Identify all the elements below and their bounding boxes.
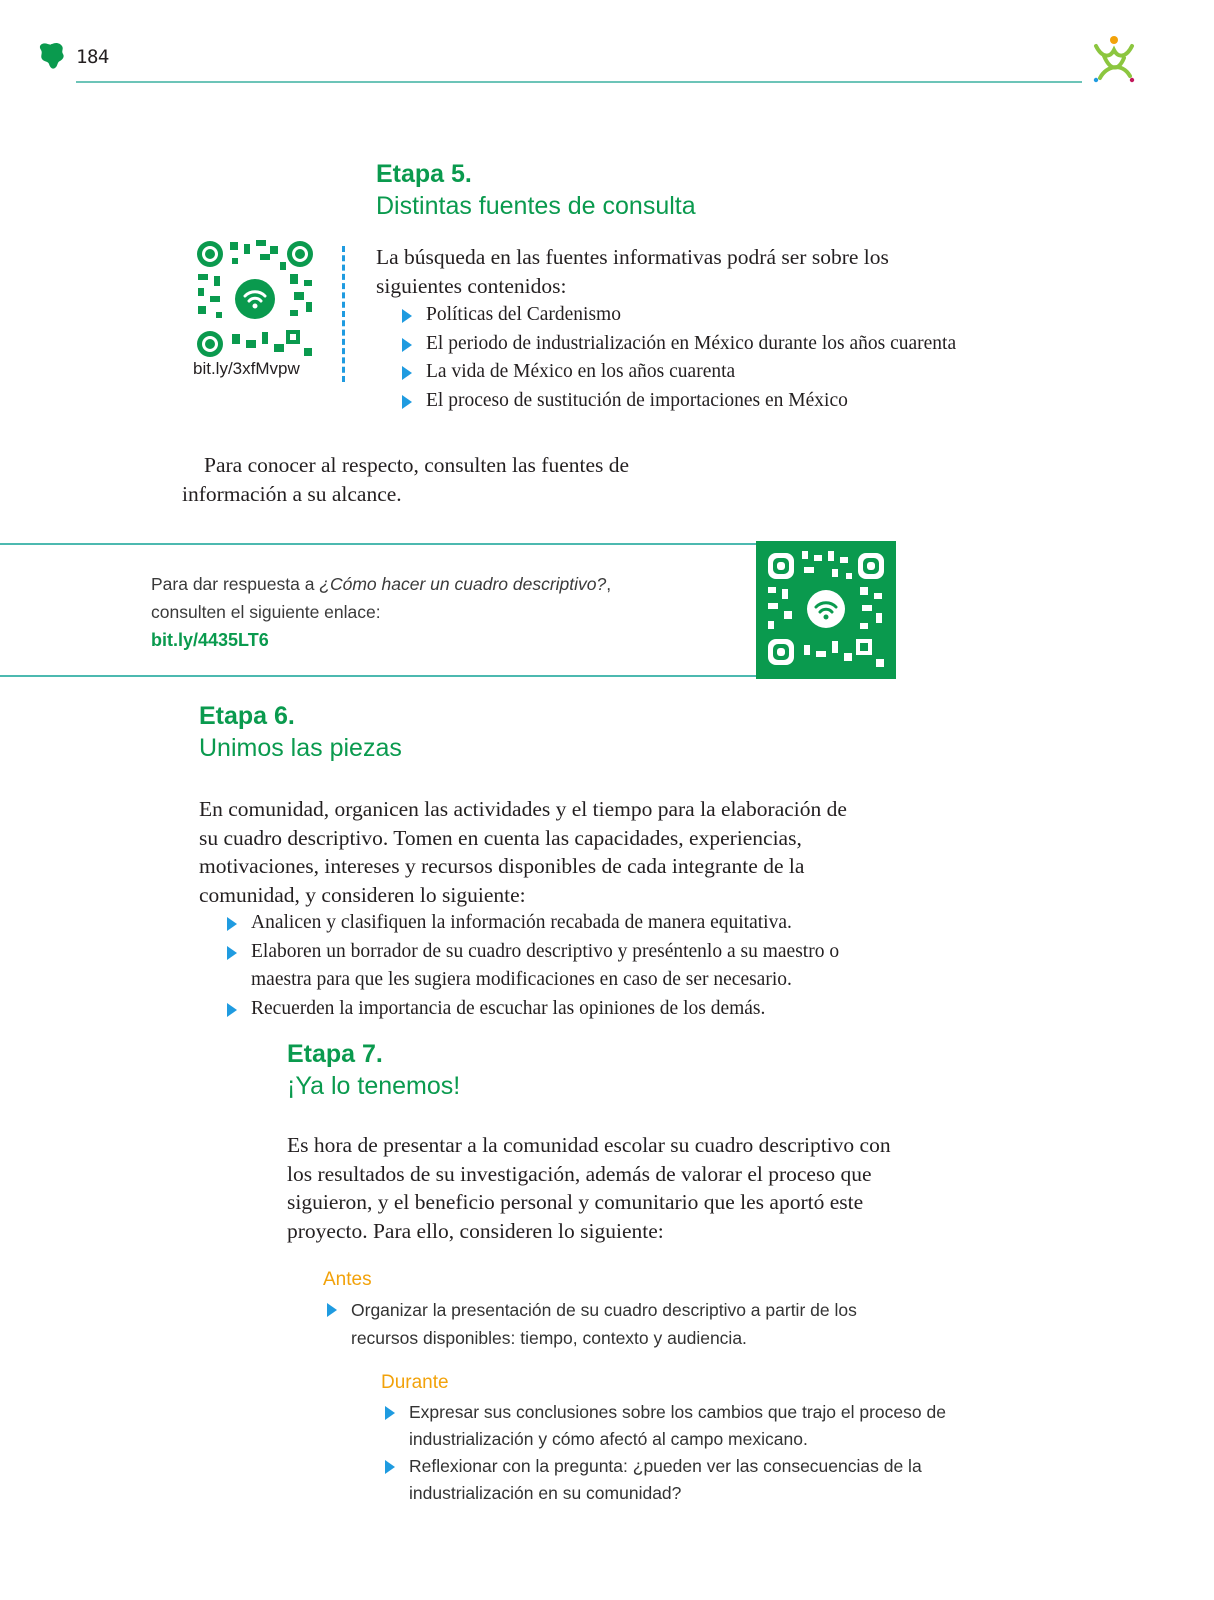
stage5-closing: Para conocer al respecto, consulten las fuentes de información a su alcance. xyxy=(182,453,630,506)
during-bullet-list xyxy=(385,1399,955,1507)
bullet-icon xyxy=(402,395,412,409)
page-number: 184 xyxy=(76,46,109,68)
header-rule xyxy=(76,81,1082,83)
list-item: Expresar sus conclusiones sobre los cambios que trajo el proceso de industrialización y cómo afectó al campo mexicano. xyxy=(385,1399,955,1453)
stage5-heading xyxy=(376,158,696,222)
list-item: Elaboren un borrador de su cuadro descriptivo y preséntenlo a su maestro o maestra para que les sugiera modificaciones en caso de ser necesario. xyxy=(227,938,887,995)
qr-code-icon xyxy=(196,240,314,358)
list-item: La vida de México en los años cuarenta xyxy=(402,358,1042,387)
map-icon xyxy=(36,40,68,72)
bullet-icon xyxy=(402,338,412,352)
before-heading: Antes xyxy=(323,1269,372,1290)
bullet-icon xyxy=(227,1003,237,1017)
link-box-url[interactable]: bit.ly/4435LT6 xyxy=(151,630,269,650)
qr-code-icon xyxy=(756,541,896,679)
list-item: Políticas del Cardenismo xyxy=(402,301,1042,330)
bullet-icon xyxy=(402,309,412,323)
stage6-title: Etapa 6. xyxy=(199,702,295,730)
link-box-bottom-rule xyxy=(0,675,756,677)
stage5-title: Etapa 5. xyxy=(376,160,472,188)
link-box-text xyxy=(151,570,611,654)
qr-link-1[interactable]: bit.ly/3xfMvpw xyxy=(193,359,300,378)
list-item: Recuerden la importancia de escuchar las opiniones de los demás. xyxy=(227,995,887,1024)
link-box-line1: Para dar respuesta a ¿Cómo hacer un cuadro descriptivo?, xyxy=(151,574,612,594)
stage6-intro: En comunidad, organicen las actividades y el tiempo para la elaboración de su cuadro descriptivo. Tomen en cuenta las capacidades, experiencias, motivaciones, intereses y recursos disponibles de cada integrante de la comunidad, y consideren lo siguiente: xyxy=(199,797,847,907)
bullet-icon xyxy=(385,1406,395,1420)
list-item: El proceso de sustitución de importaciones en México xyxy=(402,387,1042,416)
bullet-icon xyxy=(227,946,237,960)
list-item: El periodo de industrialización en México durante los años cuarenta xyxy=(402,330,1042,359)
qr-code-2[interactable] xyxy=(756,541,896,679)
stage7-title: Etapa 7. xyxy=(287,1040,383,1068)
stage6-heading xyxy=(199,700,402,764)
bullet-icon xyxy=(402,366,412,380)
during-heading: Durante xyxy=(381,1372,449,1393)
list-item: Analicen y clasifiquen la información recabada de manera equitativa. xyxy=(227,909,887,938)
link-box-line2: consulten el siguiente enlace: xyxy=(151,602,381,622)
before-bullet-list xyxy=(327,1296,887,1352)
stage7-heading xyxy=(287,1038,460,1102)
stage7-subtitle: ¡Ya lo tenemos! xyxy=(287,1072,461,1100)
stage7-intro: Es hora de presentar a la comunidad escolar su cuadro descriptivo con los resultados de su investigación, además de valorar el proceso que siguieron, y el beneficio personal y comunitario que les aportó este proyecto. Para ello, consideren lo siguiente: xyxy=(287,1133,891,1243)
bullet-icon xyxy=(327,1303,337,1317)
dashed-divider xyxy=(342,246,345,382)
stage5-intro: La búsqueda en las fuentes informativas podrá ser sobre los siguientes contenidos: xyxy=(376,245,889,298)
bullet-icon xyxy=(227,917,237,931)
list-item: Organizar la presentación de su cuadro descriptivo a partir de los recursos disponibles: tiempo, contexto y audiencia. xyxy=(327,1296,887,1352)
bullet-icon xyxy=(385,1460,395,1474)
stage5-bullet-list xyxy=(402,301,1042,415)
book-figure-logo xyxy=(1088,32,1138,84)
stage6-bullet-list xyxy=(227,909,887,1023)
stage5-subtitle: Distintas fuentes de consulta xyxy=(376,192,696,220)
list-item: Reflexionar con la pregunta: ¿pueden ver las consecuencias de la industrialización en su comunidad? xyxy=(385,1453,955,1507)
stage6-subtitle: Unimos las piezas xyxy=(199,734,402,762)
link-box-top-rule xyxy=(0,543,756,545)
stage5-body xyxy=(376,243,936,300)
qr-code-1[interactable] xyxy=(196,240,314,358)
